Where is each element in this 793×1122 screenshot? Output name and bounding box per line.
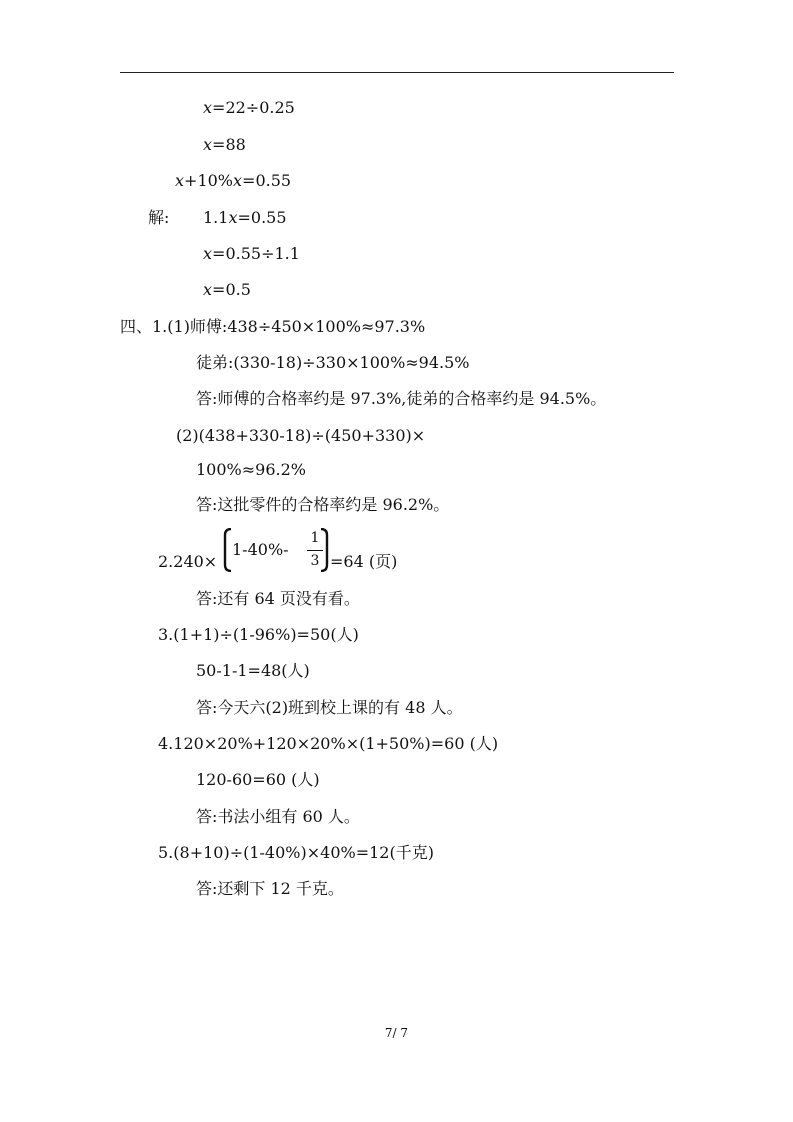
q2-prefix: 2.240× [158, 552, 218, 571]
variable-x: x [228, 208, 238, 227]
q5-answer: 答:还剩下 12 千克。 [196, 879, 344, 898]
left-bracket [225, 529, 231, 571]
variable-x: x [233, 171, 243, 190]
variable-x: x [175, 171, 185, 190]
equation-line-5 [203, 243, 300, 265]
solution-label [148, 207, 169, 229]
q2-inner: 1-40%- [232, 540, 289, 559]
q1-answer: 答:师傅的合格率约是 97.3%,徒弟的合格率约是 94.5%。 [196, 389, 607, 408]
equation-text: =0.5 [212, 280, 251, 299]
q1b-answer: 答:这批零件的合格率约是 96.2%。 [196, 495, 450, 514]
equation-line-4 [203, 207, 287, 229]
page-number: 7/ 7 [384, 1026, 409, 1040]
variable-x: x [203, 135, 213, 154]
q4-answer: 答:书法小组有 60 人。 [196, 807, 360, 826]
equation-line-6 [203, 279, 251, 301]
q1-heading: 四、1.(1)师傅:438÷450×100%≈97.3% [120, 317, 426, 336]
equation-line-2 [203, 134, 246, 156]
variable-x: x [203, 98, 213, 117]
variable-x: x [203, 280, 213, 299]
variable-x: x [203, 244, 213, 263]
q1b-line-2: 100%≈96.2% [196, 460, 306, 479]
q4-line-1: 4.120×20%+120×20%×(1+50%)=60 (人) [158, 734, 499, 753]
q2-fraction-bar [307, 550, 323, 551]
q2-fraction-denominator: 3 [310, 553, 320, 569]
equation-text: =88 [212, 135, 246, 154]
solution-label-text: 解: [148, 208, 170, 227]
equation-text: =22÷0.25 [212, 98, 295, 117]
q4-line-2: 120-60=60 (人) [196, 770, 320, 789]
equation-line-1 [203, 97, 295, 119]
q1-apprentice: 徒弟:(330-18)÷330×100%≈94.5% [196, 353, 470, 372]
q2-fraction-numerator: 1 [310, 530, 320, 546]
header-rule [120, 72, 674, 73]
equation-line-3 [175, 170, 291, 192]
q5-line-1: 5.(8+10)÷(1-40%)×40%=12(千克) [158, 843, 434, 862]
equation-text: =0.55 [242, 171, 292, 190]
q2-answer: 答:还有 64 页没有看。 [196, 589, 360, 608]
q3-line-1: 3.(1+1)÷(1-96%)=50(人) [158, 625, 359, 644]
q3-line-2: 50-1-1=48(人) [196, 661, 310, 680]
q2-result: =64 (页) [330, 552, 398, 571]
equation-text: =0.55 [237, 208, 287, 227]
equation-text: =0.55÷1.1 [212, 244, 300, 263]
q1b-line-1: (2)(438+330-18)÷(450+330)× [176, 426, 426, 445]
equation-text: +10% [184, 171, 233, 190]
equation-text: 1.1 [203, 208, 229, 227]
q3-answer: 答:今天六(2)班到校上课的有 48 人。 [196, 698, 463, 717]
